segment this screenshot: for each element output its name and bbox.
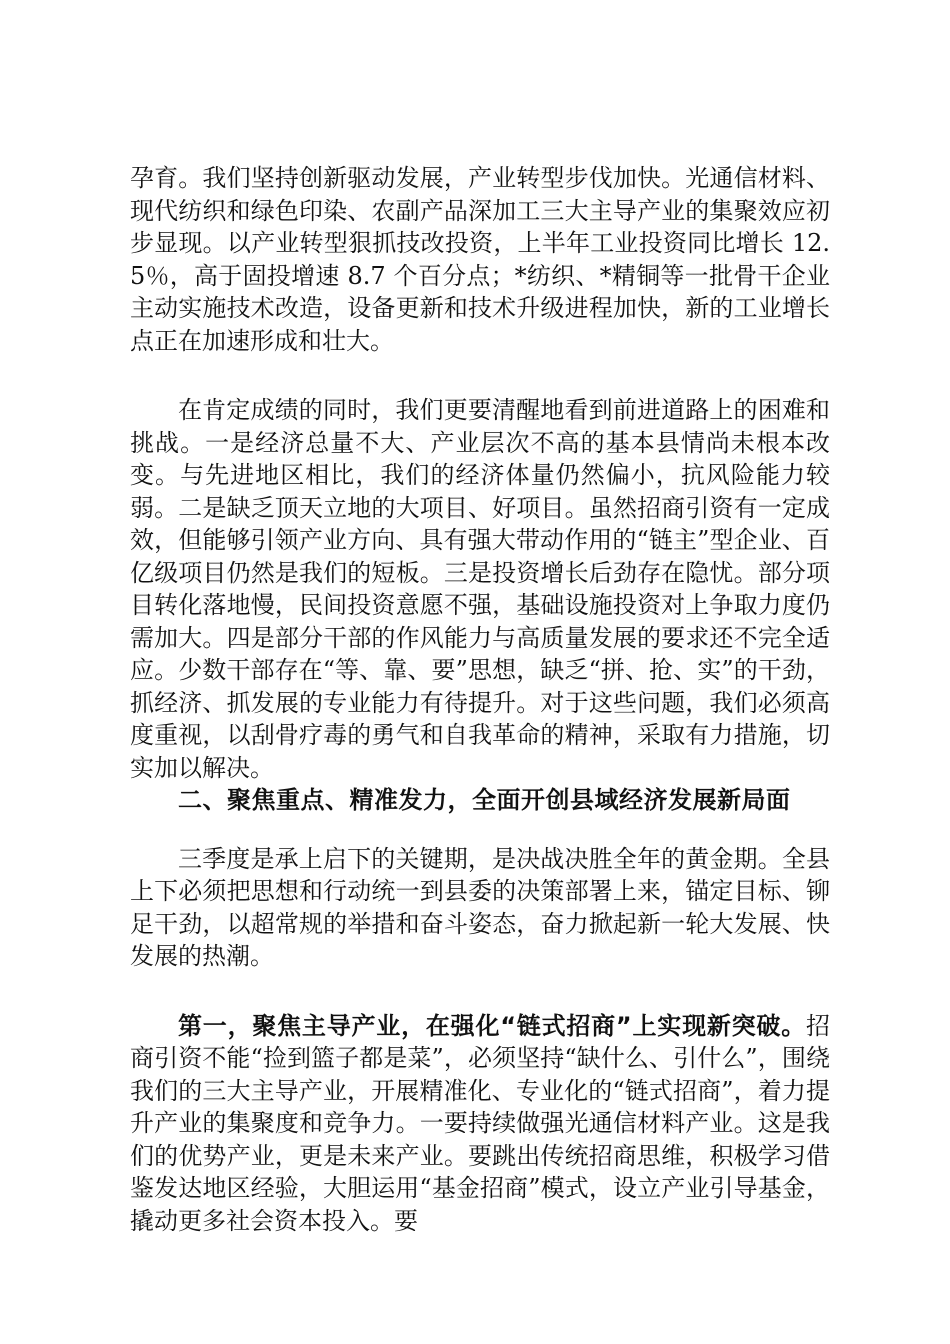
- paragraph-challenges: 在肯定成绩的同时，我们更要清醒地看到前进道路上的困难和挑战。一是经济总量不大、产业层次不高的基本县情尚未根本改变。与先进地区相比，我们的经济体量仍然偏小，抗风险能力较弱。二是缺乏顶天立地的大项目、好项目。虽然招商引资有一定成效，但能够引领产业方向、具有强大带动作用的“链主”型企业、百亿级项目仍然是我们的短板。三是投资增长后劲存在隐忧。部分项目转化落地慢，民间投资意愿不强，基础设施投资对上争取力度仍需加大。四是部分干部的作风能力与高质量发展的要求还不完全适应。少数干部存在“等、靠、要”思想，缺乏“拼、抢、实”的干劲，抓经济、抓发展的专业能力有待提升。对于这些问题，我们必须高度重视，以刮骨疗毒的勇气和自我革命的精神，采取有力措施，切实加以解决。: [130, 396, 830, 782]
- paragraph-chain-investment: [130, 1010, 830, 1238]
- paragraph-body-text: 招商引资不能“捡到篮子都是菜”，必须坚持“缺什么、引什么”，围绕我们的三大主导产业，开展精准化、专业化的“链式招商”，着力提升产业的集聚度和竞争力。一要持续做强光通信材料产业。这是我们的优势产业，更是未来产业。要跳出传统招商思维，积极学习借鉴发达地区经验，大胆运用“基金招商”模式，设立产业引导基金，撬动更多社会资本投入。要: [130, 1011, 830, 1235]
- section-heading: 二、聚焦重点、精准发力，全面开创县域经济发展新局面: [178, 786, 791, 814]
- paragraph-third-quarter: 三季度是承上启下的关键期，是决战决胜全年的黄金期。全县上下必须把思想和行动统一到县委的决策部署上来，锚定目标、铆足干劲，以超常规的举措和奋斗姿态，奋力掀起新一轮大发展、快发展的热潮。: [130, 844, 830, 970]
- paragraph-achievements: 孕育。我们坚持创新驱动发展，产业转型步伐加快。光通信材料、现代纺织和绿色印染、农副产品深加工三大主导产业的集聚效应初步显现。以产业转型狠抓技改投资，上半年工业投资同比增长 12.5％，高于固投增速 8.7 个百分点；*纺织、*精铜等一批骨干企业主动实施技术改造，设备更新和技术升级进程加快，新的工业增长点正在加速形成和壮大。: [130, 164, 830, 355]
- paragraph-lead-sentence: 第一，聚焦主导产业，在强化“链式招商”上实现新突破。: [178, 1011, 806, 1040]
- document-page: [130, 162, 830, 1237]
